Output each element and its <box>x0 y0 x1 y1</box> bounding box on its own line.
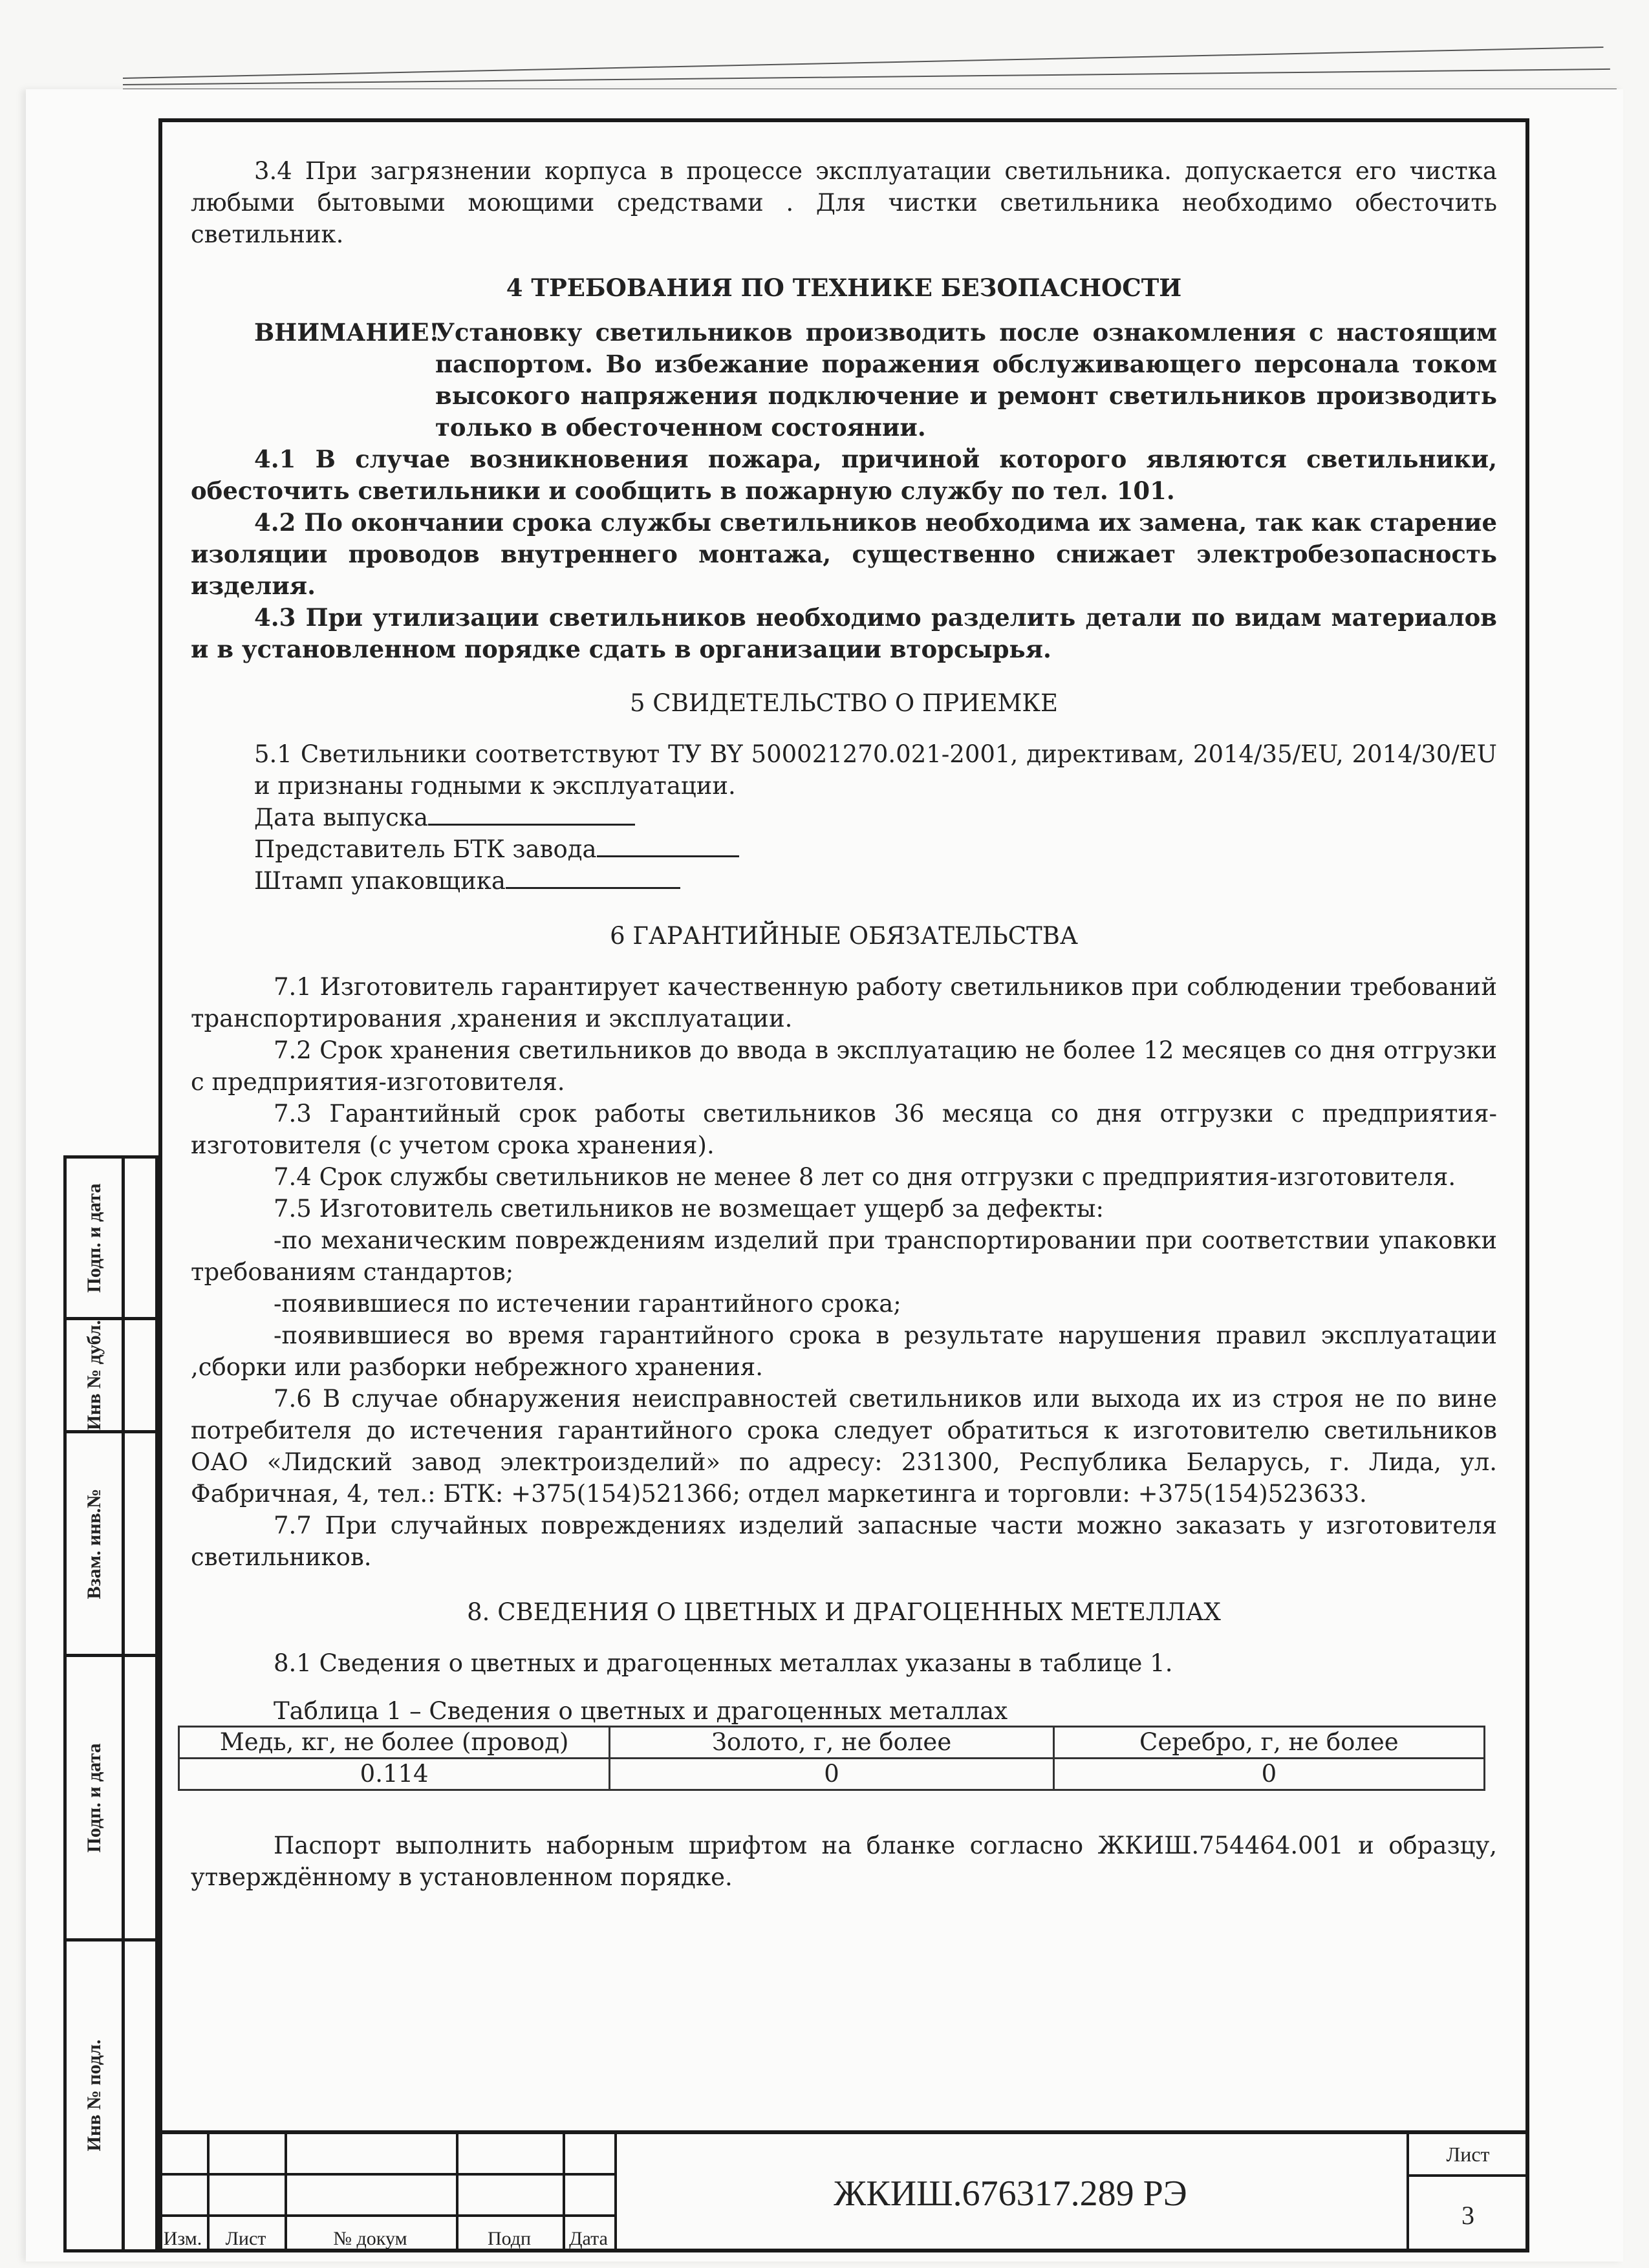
paragraph-7-4: 7.4 Срок службы светильников не менее 8 лет со дня отгрузки с предприятия-изготовителя. <box>274 1163 1456 1191</box>
defect-item: -появившиеся по истечении гарантийного срока; <box>274 1290 901 1318</box>
paragraph-4-3: 4.3 При утилизации светильников необходимо разделить детали по видам материалов и в установленном порядке сдать в организации вторсырья. <box>191 603 1497 663</box>
defect-item: -по механическим повреждениям изделий при транспортировании при соответствии упаковки требованиям стандартов; <box>191 1226 1497 1286</box>
table-cell-copper: 0.114 <box>179 1759 610 1790</box>
sheet-edge <box>123 69 1610 85</box>
side-stamp-sign-date-2 <box>63 1654 158 1942</box>
btk-representative-line[interactable] <box>597 836 739 857</box>
table-header-gold: Золото, г, не более <box>610 1727 1053 1759</box>
release-date-line[interactable] <box>428 804 635 826</box>
tb-col-doc-no: № докум <box>333 2228 407 2249</box>
side-stamp-label: Инв № дубл. <box>83 1320 105 1431</box>
tb-col-date: Дата <box>569 2228 608 2249</box>
warning-text: Установку светильников производить после ознакомления с настоящим паспортом. Во избежание поражения обслуживающего персонала током высокого напряжения подключение и ремонт светильников производить только в обесточенном состоянии. <box>435 318 1497 442</box>
passport-note: Паспорт выполнить наборным шрифтом на бланке согласно ЖКИШ.754464.001 и образцу, утверждённому в установленном порядке. <box>191 1832 1497 1891</box>
table-header-row <box>179 1727 1485 1759</box>
section-4-title: 4 ТРЕБОВАНИЯ ПО ТЕХНИКЕ БЕЗОПАСНОСТИ <box>506 273 1182 302</box>
side-stamp-sign-date-1 <box>63 1155 158 1320</box>
release-date-field[interactable] <box>254 802 1497 833</box>
paragraph-7-5: 7.5 Изготовитель светильников не возмещает ущерб за дефекты: <box>274 1195 1104 1223</box>
paragraph-8-1: 8.1 Сведения о цветных и драгоценных металлах указаны в таблице 1. <box>274 1649 1173 1677</box>
release-date-label: Дата выпуска <box>254 804 429 831</box>
section-8-title: 8. СВЕДЕНИЯ О ЦВЕТНЫХ И ДРАГОЦЕННЫХ МЕТЕЛЛАХ <box>467 1598 1221 1626</box>
packer-stamp-line[interactable] <box>506 868 680 889</box>
sheet-label: Лист <box>1406 2134 1529 2177</box>
warning-label: ВНИМАНИЕ! <box>254 318 440 347</box>
packer-stamp-label: Штамп упаковщика <box>254 867 506 895</box>
table-header-silver: Серебро, г, не более <box>1053 1727 1484 1759</box>
btk-representative-label: Представитель БТК завода <box>254 835 597 863</box>
paragraph-3-4: 3.4 При загрязнении корпуса в процессе эксплуатации светильника. допускается его чистка любыми бытовыми моющими средствами . Для чистки светильника необходимо обесточить светильник. <box>191 157 1497 248</box>
table-caption: Таблица 1 – Сведения о цветных и драгоценных металлах <box>274 1697 1008 1725</box>
sheet-number: 3 <box>1461 2201 1474 2230</box>
section-5-title: 5 СВИДЕТЕЛЬСТВО О ПРИЕМКЕ <box>630 689 1058 717</box>
paragraph-7-3: 7.3 Гарантийный срок работы светильников 36 месяца со дня отгрузки с предприятия-изготовителя (с учетом срока хранения). <box>191 1100 1497 1159</box>
tb-col-izm: Изм. <box>163 2228 202 2249</box>
side-stamp-label: Подп. и дата <box>83 1742 105 1853</box>
side-stamp-label: Взам. инв.№ <box>83 1488 105 1599</box>
tb-col-sign: Подп <box>487 2228 532 2249</box>
warning-block <box>191 317 1497 444</box>
table-cell-silver: 0 <box>1053 1759 1484 1790</box>
btk-representative-field[interactable] <box>254 833 1497 865</box>
side-stamp-orig-inv <box>63 1938 158 2252</box>
side-stamp-dup-inv <box>63 1317 158 1433</box>
paragraph-7-7: 7.7 При случайных повреждениях изделий запасные части можно заказать у изготовителя светильников. <box>191 1512 1497 1571</box>
document-body <box>191 155 1497 1893</box>
document-code: ЖКИШ.676317.289 РЭ <box>834 2173 1187 2214</box>
tb-row-line <box>158 2214 614 2217</box>
tb-col-list: Лист <box>225 2228 266 2249</box>
side-stamp-replace-inv <box>63 1430 158 1657</box>
acceptance-fields <box>191 802 1497 897</box>
defect-item: -появившиеся во время гарантийного срока в результате нарушения правил эксплуатации ,сборки или разборки небрежного хранения. <box>191 1321 1497 1381</box>
side-stamp-label: Инв № подл. <box>83 2039 105 2152</box>
paragraph-7-2: 7.2 Срок хранения светильников до ввода в эксплуатацию не более 12 месяцев со дня отгрузки с предприятия-изготовителя. <box>191 1036 1497 1096</box>
table-row <box>179 1759 1485 1790</box>
metals-table <box>178 1726 1485 1791</box>
paragraph-7-6: 7.6 В случае обнаружения неисправностей светильников или выхода их из строя не по вине потребителя до истечения гарантийного срока следует обратиться к изготовителю светильников ОАО «Лидский завод электроизделий» по адресу: 231300, Республика Беларусь, г. Лида, ул. Фабричная, 4, тел.: БТК: +375(154)521366; отдел маркетинга и торговли: +375(154)523633. <box>191 1385 1497 1508</box>
paragraph-4-2: 4.2 По окончании срока службы светильников необходима их замена, так как старение изоляции проводов внутреннего монтажа, существенно снижает электробезопасность изделия. <box>191 508 1497 600</box>
paragraph-5-1: 5.1 Светильники соответствуют ТУ BY 500021270.021-2001, директивам, 2014/35/EU, 2014/30/EU и признаны годными к эксплуатации. <box>254 740 1497 800</box>
tb-row-line <box>158 2173 614 2176</box>
table-header-copper: Медь, кг, не более (провод) <box>179 1727 610 1759</box>
warranty-list <box>191 971 1497 1573</box>
title-block <box>158 2130 1529 2252</box>
sheet-edge <box>123 47 1604 79</box>
paragraph-4-1: 4.1 В случае возникновения пожара, причиной которого являются светильники, обесточить светильники и сообщить в пожарную службу по тел. 101. <box>191 445 1497 505</box>
packer-stamp-field[interactable] <box>254 865 1497 897</box>
table-cell-gold: 0 <box>610 1759 1053 1790</box>
paragraph-7-1: 7.1 Изготовитель гарантирует качественную работу светильников при соблюдении требований транспортирования ,хранения и эксплуатации. <box>191 973 1497 1032</box>
side-stamp-label: Подп. и дата <box>83 1182 105 1293</box>
section-6-title: 6 ГАРАНТИЙНЫЕ ОБЯЗАТЕЛЬСТВА <box>610 922 1078 950</box>
